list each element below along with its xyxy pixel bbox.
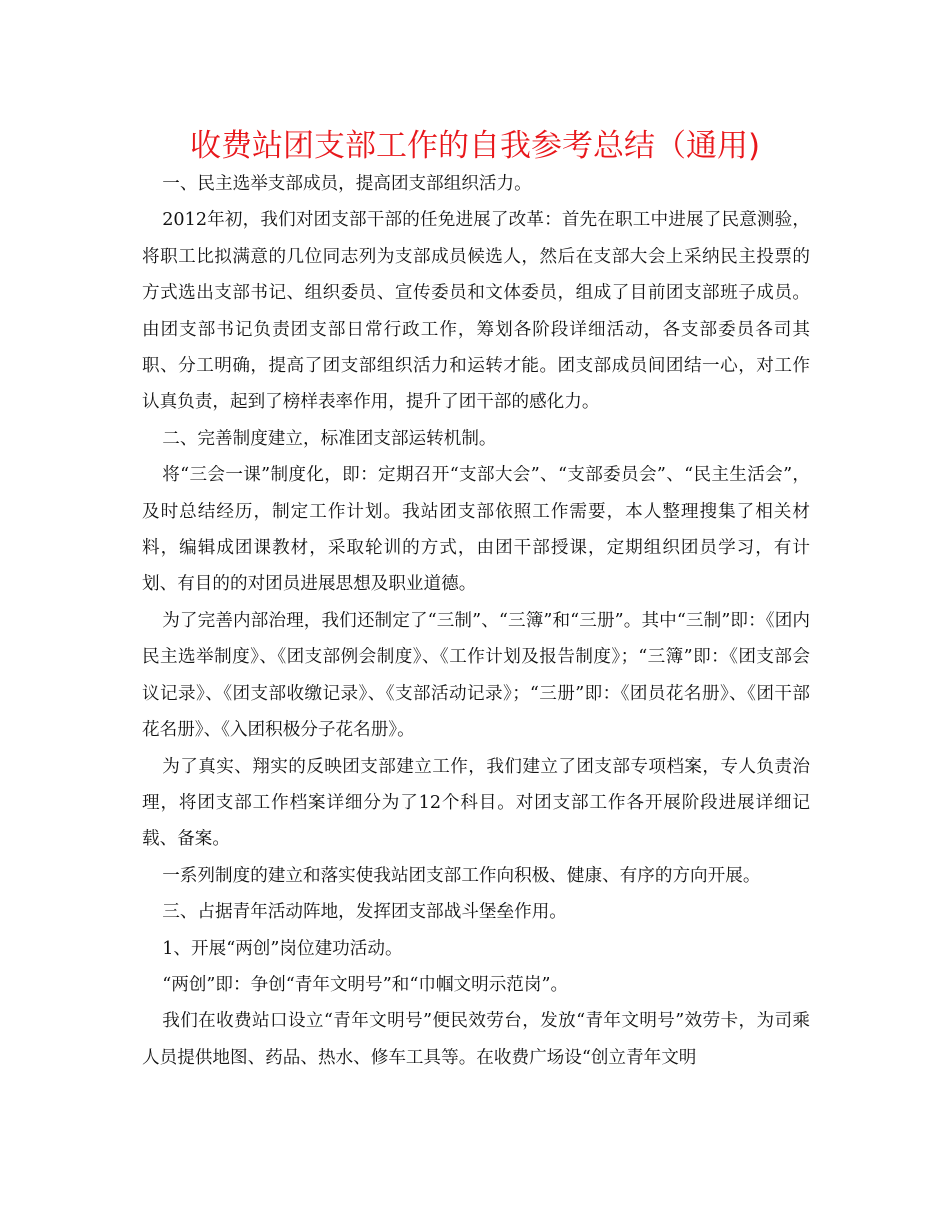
body-paragraph: 为了真实、翔实的反映团支部建立工作，我们建立了团支部专项档案，专人负责治理，将团支部工作档案详细分为了12个科目。对团支部工作各开展阶段进展详细记载、备案。 bbox=[142, 756, 810, 850]
body-paragraph: 2012年初，我们对团支部干部的任免进展了改革：首先在职工中进展了民意测验，将职工比拟满意的几位同志列为支部成员候选人，然后在支部大会上采纳民主投票的方式选出支部书记、组织委员、宣传委员和文体委员，组成了目前团支部班子成员。由团支部书记负责团支部日常行政工作，筹划各阶段详细活动，各支部委员各司其职、分工明确，提高了团支部组织活力和运转才能。团支部成员间团结一心，对工作认真负责，起到了榜样表率作用，提升了团干部的感化力。 bbox=[142, 210, 810, 413]
body-paragraph: 为了完善内部治理，我们还制定了“三制”、“三簿”和“三册”。其中“三制”即：《团内民主选举制度》、《团支部例会制度》、《工作计划及报告制度》；“三簿”即：《团支部会议记录》、《团支部收缴记录》、《支部活动记录》；“三册”即：《团员花名册》、《团干部花名册》、《入团积极分子花名册》。 bbox=[142, 610, 810, 741]
sub-heading-1: 1、开展“两创”岗位建功活动。 bbox=[162, 938, 403, 959]
body-paragraph: 我们在收费站口设立“青年文明号”便民效劳台，发放“青年文明号”效劳卡，为司乘人员提供地图、药品、热水、修车工具等。在收费广场设“创立青年文明 bbox=[142, 1011, 810, 1068]
section-heading-3: 三、占据青年活动阵地，发挥团支部战斗堡垒作用。 bbox=[162, 902, 567, 923]
body-paragraph: “两创”即：争创“青年文明号”和“巾帼文明示范岗”。 bbox=[162, 974, 569, 995]
section-heading-1: 一、民主选举支部成员，提高团支部组织活力。 bbox=[162, 174, 532, 194]
body-paragraph: 将“三会一课”制度化，即：定期召开“支部大会”、“支部委员会”、“民主生活会”，及时总结经历，制定工作计划。我站团支部依照工作需要，本人整理搜集了相关材料，编辑成团课教材，采取轮训的方式，由团干部授课，定期组织团员学习，有计划、有目的的对团员进展思想及职业道德。 bbox=[142, 465, 810, 595]
body-paragraph: 一系列制度的建立和落实使我站团支部工作向积极、健康、有序的方向开展。 bbox=[162, 865, 761, 886]
document-body bbox=[142, 166, 810, 1076]
document-title: 收费站团支部工作的自我参考总结（通用) bbox=[189, 128, 761, 164]
section-heading-2: 二、完善制度建立，标准团支部运转机制。 bbox=[162, 428, 497, 449]
